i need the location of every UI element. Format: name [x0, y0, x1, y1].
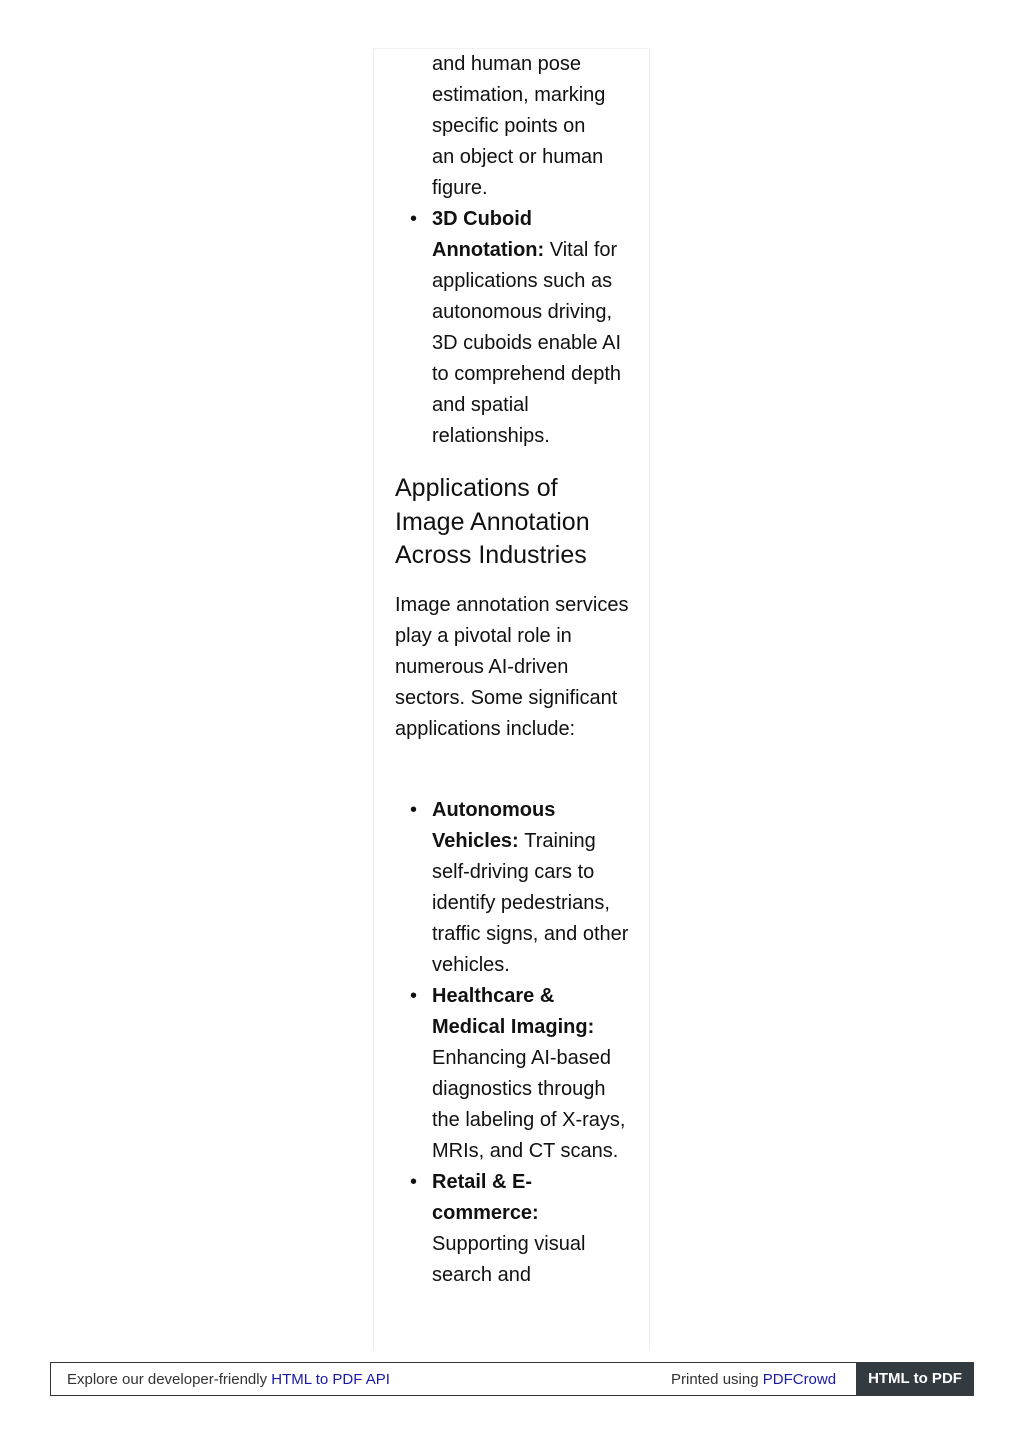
pdfcrowd-link[interactable]: PDFCrowd [762, 1371, 837, 1388]
bullet-icon: • [410, 1171, 418, 1193]
continuation-line: an object or human [432, 146, 604, 168]
list-item-title: Autonomous Vehicles: [432, 799, 556, 852]
list-item-title: Retail & E-commerce: [432, 1171, 539, 1224]
list-item-text: Enhancing AI-based diagnostics through the labeling of X-rays, MRIs, and CT scans. [432, 1047, 626, 1162]
continuation-line: figure. [432, 177, 488, 199]
list-item-title: 3D Cuboid Annotation: [432, 208, 550, 261]
footer-printed-using [671, 1371, 836, 1388]
list-item [395, 795, 631, 981]
list-item-text: Supporting visual search and [432, 1233, 586, 1286]
footer-promo-text: Explore our developer-friendly [67, 1371, 268, 1388]
pdfcrowd-footer [50, 1362, 974, 1396]
list-item [395, 204, 631, 452]
list-item-text: Vital for applications such as autonomous driving, 3D cuboids enable AI to comprehend depth and spatial relationships. [432, 239, 622, 447]
intro-paragraph: Image annotation services play a pivotal role in numerous AI-driven sectors. Some significant applications include: [395, 594, 629, 740]
html-to-pdf-badge[interactable]: HTML to PDF [856, 1362, 974, 1396]
html-to-pdf-api-link[interactable]: HTML to PDF API [271, 1371, 390, 1388]
footer-promo [67, 1371, 390, 1388]
bullet-icon: • [410, 799, 418, 821]
bullet-icon: • [410, 208, 418, 230]
continued-list-item [395, 49, 631, 204]
applications-list [395, 795, 631, 1291]
continuation-line: estimation, marking [432, 84, 606, 106]
bullet-icon: • [410, 985, 418, 1007]
continuation-line: and human pose [432, 53, 582, 75]
section-heading: Applications of Image Annotation Across Industries [395, 474, 590, 569]
list-item-continuation [395, 49, 631, 204]
annotation-types-list [395, 204, 631, 452]
footer-printed-text: Printed using [671, 1371, 759, 1388]
list-item-title: Healthcare & Medical Imaging: [432, 985, 595, 1038]
list-item-text: Training self-driving cars to identify pedestrians, traffic signs, and other vehicles. [432, 830, 629, 976]
list-item [395, 981, 631, 1167]
continuation-line: specific points on [432, 115, 586, 137]
list-item [395, 1167, 631, 1291]
article-column [373, 48, 650, 1350]
